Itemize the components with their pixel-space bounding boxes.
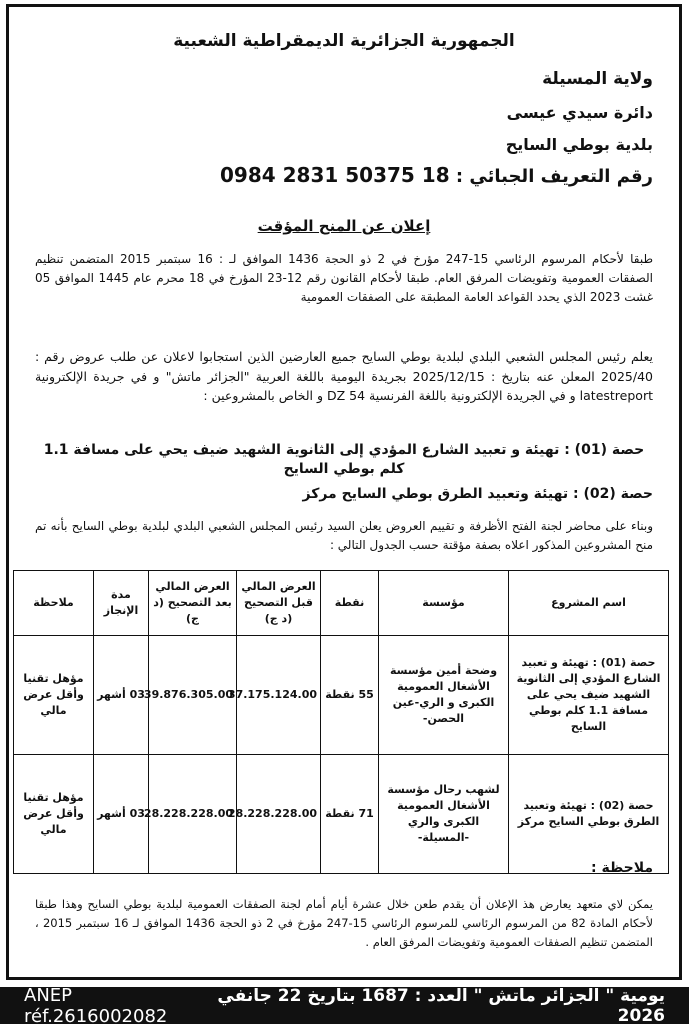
offer-before-cell: 28.228.228.00	[237, 755, 321, 874]
offer-before-cell: 37.175.124.00	[237, 636, 321, 755]
col-offer-before-header: العرض المالي قبل التصحيح (د ج)	[237, 571, 321, 636]
offer-after-cell: 39.876.305.00	[149, 636, 237, 755]
project-cell: حصة (01) : تهيئة و تعبيد الشارع المؤدي إلى الثانوية الشهيد ضيف يحي على مسافة 1.1 كلم بوطي السايح	[509, 636, 669, 755]
note-heading: ملاحظة :	[591, 860, 653, 876]
publication-footer	[0, 984, 689, 1027]
lot-1-heading: حصة (01) : تهيئة و تعبيد الشارع المؤدي إلى الثانوية الشهيد ضيف يحي على مسافة 1.1 كلم بوطي السايح	[43, 442, 645, 477]
table-row	[14, 636, 669, 755]
note-cell: مؤهل تقنيا وأقل عرض مالي	[14, 755, 94, 874]
table-header-row	[14, 571, 669, 636]
announcement-title: إعلان عن المنح المؤقت	[257, 217, 431, 235]
tax-id-label: رقم التعريف الجبائي :	[455, 166, 653, 187]
score-cell: 55 نقطة	[321, 636, 379, 755]
col-project-header: اسم المشروع	[509, 571, 669, 636]
tender-paragraph: يعلم رئيس المجلس الشعبي البلدي لبلدية بوطي السايح جميع العارضين الذين استجابوا لاعلان عن طلب عروض رقم : 2025/40 المعلن عنه بتاريخ : 2025/12/15 بجريدة اليومية باللغة العربية "الجزائر ماتش" و في جريدة الإلكترونية latestreport و في الجريدة الإلكترونية باللغة الفرنسية DZ 54 و الخاص بالمشروعين :	[35, 349, 653, 403]
table-row	[14, 755, 669, 874]
publication-info: يومية " الجزائر ماتش " العدد : 1687 بتاريخ 22 جانفي 2026	[217, 985, 665, 1026]
awards-table	[13, 570, 669, 874]
appeal-paragraph: يمكن لاي متعهد يعارض هذ الإعلان أن يقدم طعن خلال عشرة أيام أمام لجنة الصفقات العمومية لبلدية بوطي السايح وهذا طبقا لأحكام المادة 82 من المرسوم الرئاسي للمرسوم الرئاسي 15-247 مؤرخ في 2 ذو الحجة 1436 الموافق لـ 16 سبتمبر 2015 ، المتضمن تنظيم الصفقات العمومية وتفويضات المرفق العام .	[35, 897, 654, 949]
anep-reference: ANEP réf.2616002082	[24, 984, 168, 1027]
col-score-header: نقطة	[321, 571, 379, 636]
note-cell: مؤهل تقنيا وأقل عرض مالي	[14, 636, 94, 755]
company-cell: لشهب رحال مؤسسة الأشغال العمومية الكبرى والري -المسيلة-	[379, 755, 509, 874]
col-offer-after-header: العرض المالي بعد التصحيح (د ج)	[149, 571, 237, 636]
wilaya-line: ولاية المسيلة	[542, 69, 653, 89]
republic-heading: الجمهورية الجزائرية الديمقراطية الشعبية	[173, 31, 515, 51]
duration-cell: 03 أشهر	[94, 636, 149, 755]
duration-cell: 03 أشهر	[94, 755, 149, 874]
company-cell: وضحة أمين مؤسسة الأشغال العمومية الكبرى و الري-عين الحصن-	[379, 636, 509, 755]
announcement-frame	[6, 4, 682, 980]
commune-line: بلدية بوطي السايح	[505, 135, 653, 154]
project-cell: حصة (02) : تهيئة وتعبيد الطرق بوطي السايح مركز	[509, 755, 669, 874]
tax-id-line	[9, 163, 653, 187]
legal-basis-paragraph: طبقا لأحكام المرسوم الرئاسي 15-247 مؤرخ في 2 ذو الحجة 1436 الموافق لـ : 16 سبتمبر 2015 المتضمن تنظيم الصفقات العمومية وتفويضات المرفق العام. طبقا لأحكام القانون رقم 12-23 المؤرخ في 18 محرم عام 1445 الموافق 05 غشت 2023 الذي يحدد القواعد العامة المطبقة على الصفقات العمومية	[35, 252, 654, 304]
award-paragraph: وبناء على محاضر لجنة الفتح الأظرفة و تقييم العروض يعلن السيد رئيس المجلس الشعبي البلدي لبلدية بوطي السايح بأنه تم منح المشروعين المذكور اعلاه بصفة مؤقتة حسب الجدول التالي :	[35, 519, 653, 552]
col-note-header: ملاحظة	[14, 571, 94, 636]
col-duration-header: مدة الإنجاز	[94, 571, 149, 636]
col-company-header: مؤسسة	[379, 571, 509, 636]
offer-after-cell: 28.228.228.00	[149, 755, 237, 874]
score-cell: 71 نقطة	[321, 755, 379, 874]
lot-2-heading: حصة (02) : تهيئة وتعبيد الطرق بوطي السايح مركز	[302, 486, 653, 502]
daira-line: دائرة سيدي عيسى	[506, 103, 653, 122]
tax-id-number: 0984 2831 50375 18	[220, 163, 450, 187]
